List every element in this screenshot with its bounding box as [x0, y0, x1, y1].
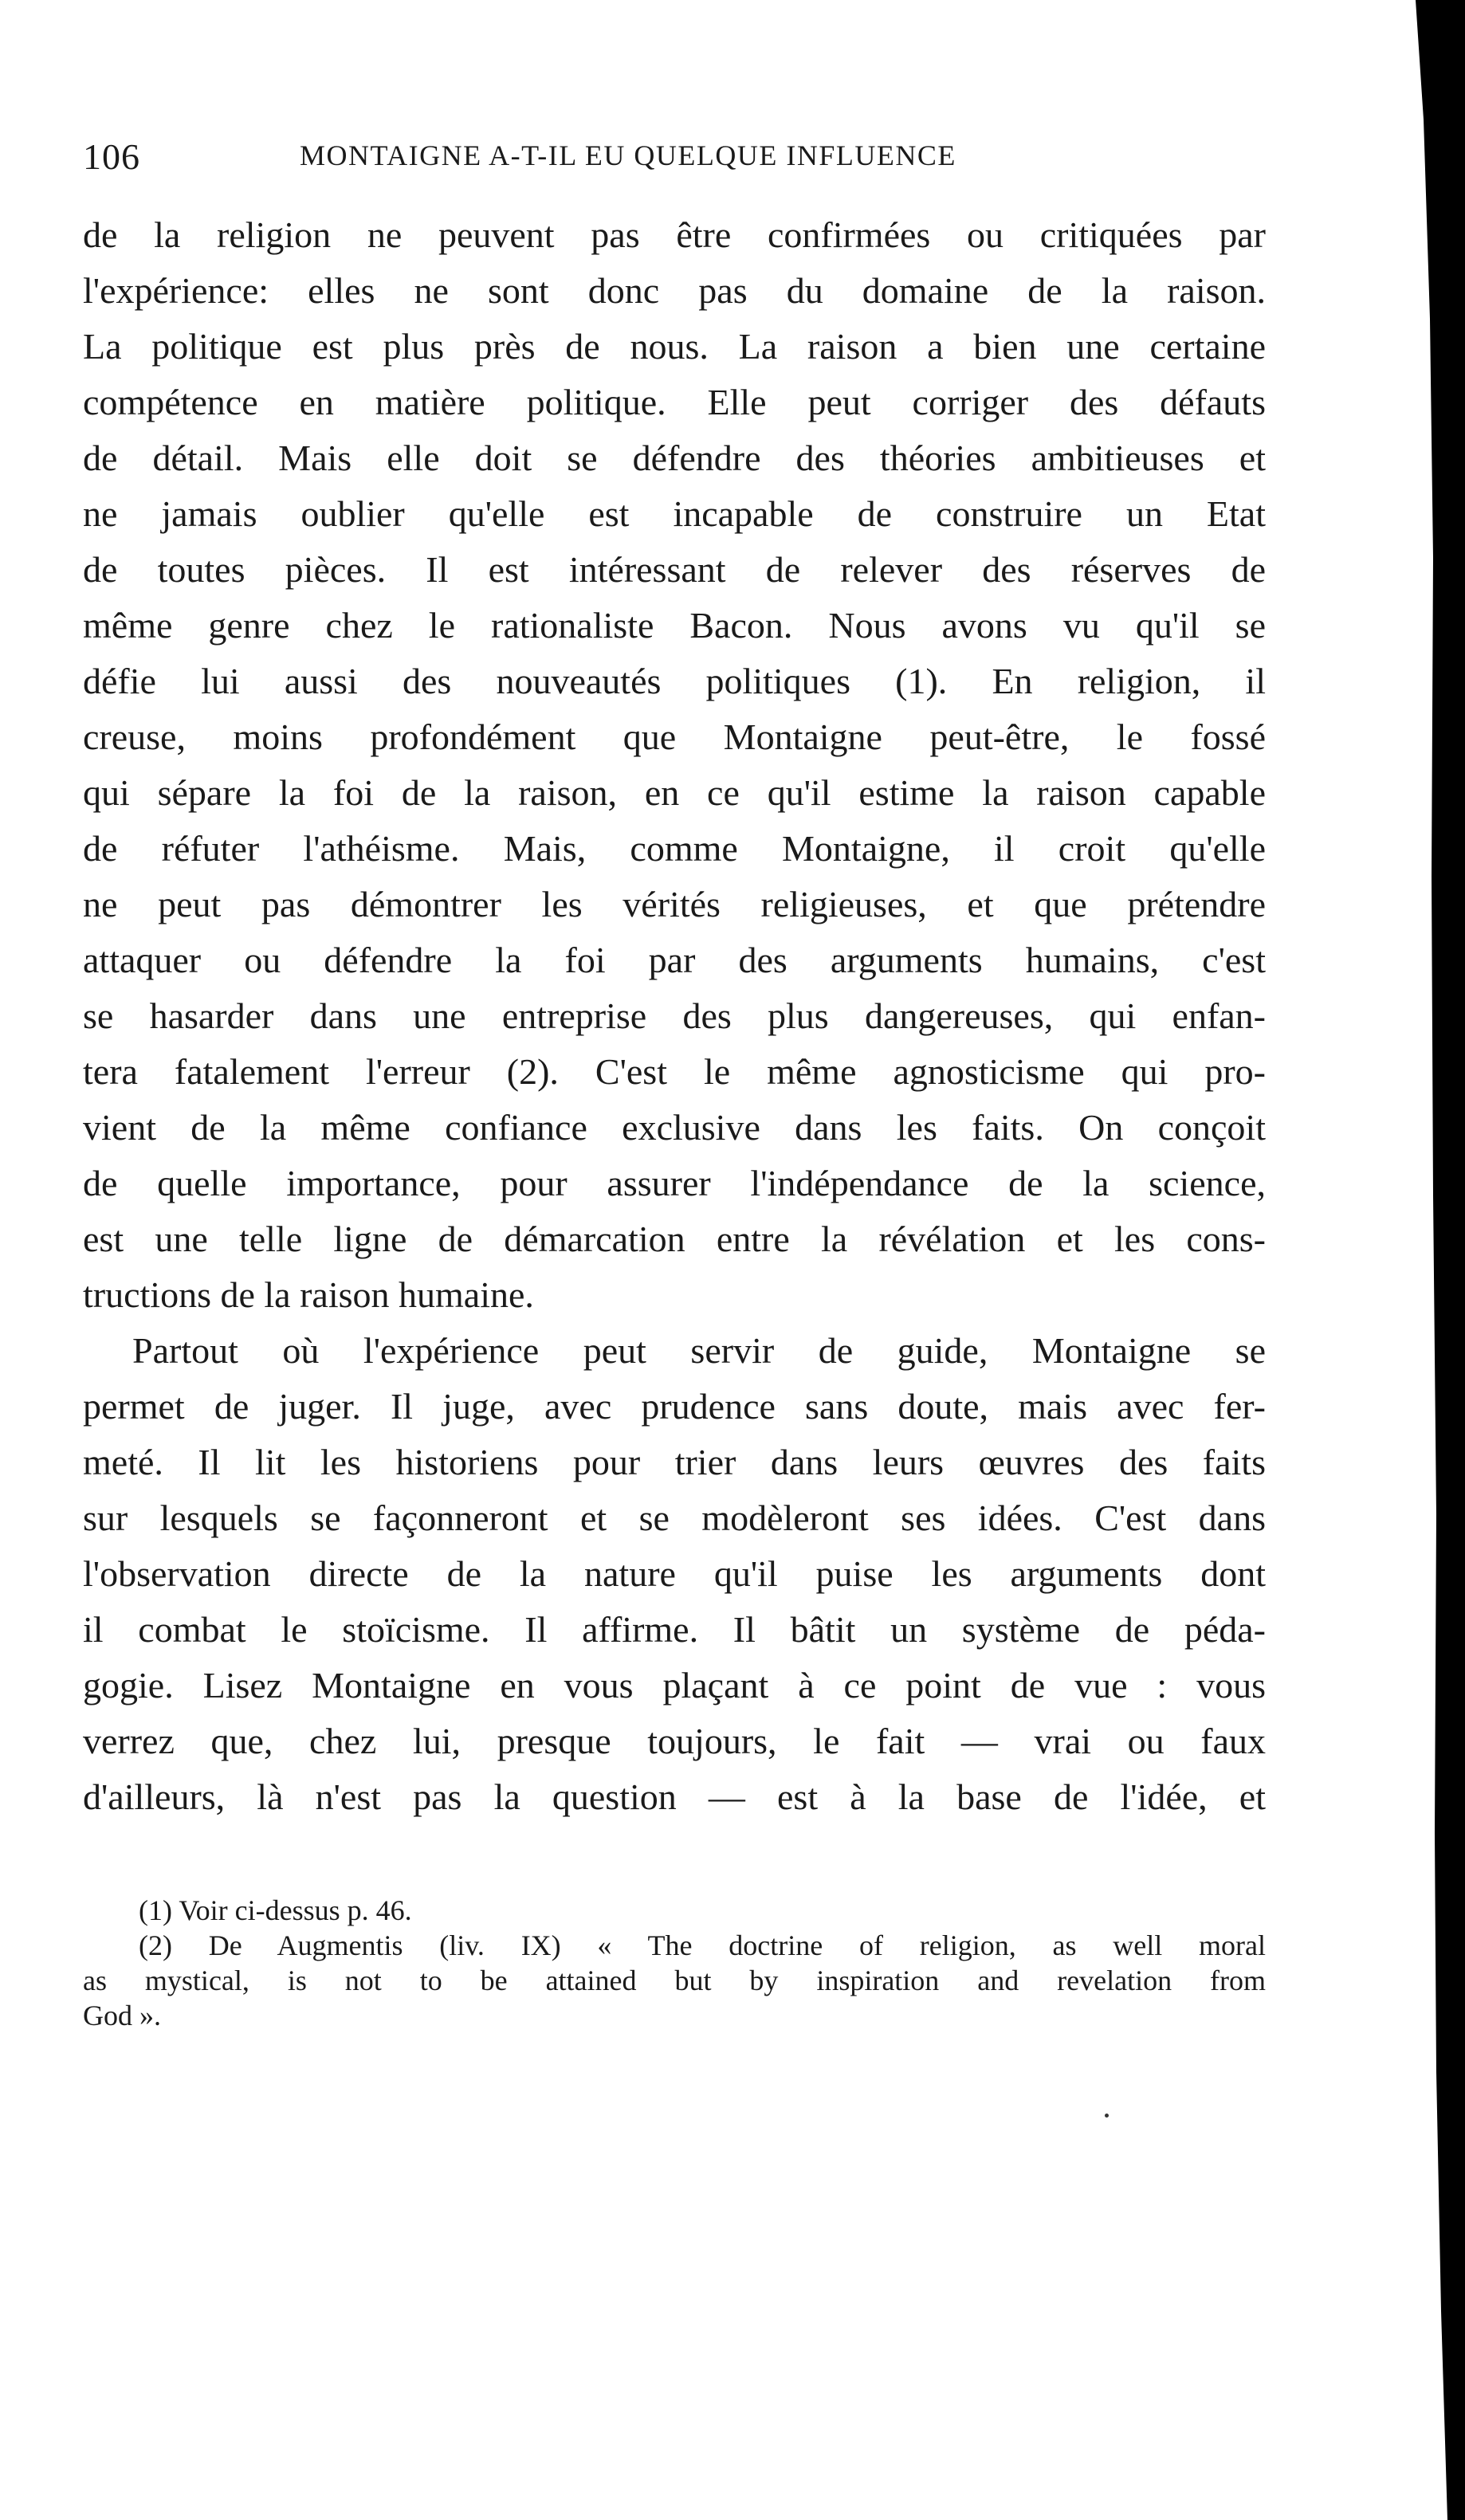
- text-line: est une telle ligne de démarcation entre la révélation et les cons-: [83, 1219, 1266, 1259]
- text-line: même genre chez le rationaliste Bacon. Nous avons vu qu'il se: [83, 605, 1266, 646]
- text-line: vient de la même confiance exclusive dans les faits. On conçoit: [83, 1107, 1266, 1148]
- footnotes: [83, 1893, 1266, 2033]
- text-line: gogie. Lisez Montaigne en vous plaçant à ce point de vue : vous: [83, 1665, 1266, 1706]
- body-text: [83, 207, 1266, 1825]
- text-line: attaquer ou défendre la foi par des arguments humains, c'est: [83, 940, 1266, 980]
- footnote-2-continuation: as mystical, is not to be attained but by inspiration and revelation from: [83, 1965, 1266, 1996]
- text-line: verrez que, chez lui, presque toujours, le fait — vrai ou faux: [83, 1721, 1266, 1761]
- text-line: défie lui aussi des nouveautés politiques (1). En religion, il: [83, 661, 1266, 701]
- text-line: ne jamais oublier qu'elle est incapable de construire un Etat: [83, 493, 1266, 534]
- text-line: compétence en matière politique. Elle peut corriger des défauts: [83, 382, 1266, 422]
- page-number: 106: [83, 136, 140, 177]
- paragraph-start-line: Partout où l'expérience peut servir de guide, Montaigne se: [132, 1330, 1266, 1371]
- scan-edge-shadow: [1392, 0, 1465, 2520]
- text-line: d'ailleurs, là n'est pas la question — est à la base de l'idée, et: [83, 1776, 1266, 1817]
- text-line: de quelle importance, pour assurer l'indépendance de la science,: [83, 1163, 1266, 1203]
- text-line: ne peut pas démontrer les vérités religieuses, et que prétendre: [83, 884, 1266, 924]
- text-line: La politique est plus près de nous. La raison a bien une certaine: [83, 326, 1266, 367]
- text-line: sur lesquels se façonneront et se modèleront ses idées. C'est dans: [83, 1497, 1266, 1538]
- scan-speck: [1105, 2114, 1109, 2118]
- text-line: de la religion ne peuvent pas être confirmées ou critiquées par: [83, 214, 1266, 255]
- text-line: de réfuter l'athéisme. Mais, comme Montaigne, il croit qu'elle: [83, 828, 1266, 869]
- running-title: MONTAIGNE A-T-IL EU QUELQUE INFLUENCE: [300, 139, 956, 171]
- text-line: tructions de la raison humaine.: [83, 1274, 534, 1315]
- text-line: de toutes pièces. Il est intéressant de relever des réserves de: [83, 549, 1266, 590]
- text-line: l'expérience: elles ne sont donc pas du domaine de la raison.: [83, 270, 1266, 311]
- text-line: de détail. Mais elle doit se défendre des théories ambitieuses et: [83, 438, 1266, 478]
- text-line: permet de juger. Il juge, avec prudence sans doute, mais avec fer-: [83, 1386, 1266, 1427]
- footnote-1: (1) Voir ci-dessus p. 46.: [139, 1894, 412, 1926]
- footnote-2: (2) De Augmentis (liv. IX) « The doctrine of religion, as well moral: [139, 1929, 1266, 1961]
- text-line: qui sépare la foi de la raison, en ce qu'il estime la raison capable: [83, 772, 1266, 813]
- text-line: creuse, moins profondément que Montaigne peut-être, le fossé: [83, 716, 1266, 757]
- text-line: meté. Il lit les historiens pour trier dans leurs œuvres des faits: [83, 1442, 1266, 1482]
- text-line: tera fatalement l'erreur (2). C'est le même agnosticisme qui pro-: [83, 1051, 1266, 1092]
- text-line: il combat le stoïcisme. Il affirme. Il bâtit un système de péda-: [83, 1609, 1266, 1650]
- text-line: l'observation directe de la nature qu'il puise les arguments dont: [83, 1553, 1266, 1594]
- footnote-2-continuation: God ».: [83, 2000, 161, 2031]
- page-header: [83, 135, 1263, 183]
- text-line: se hasarder dans une entreprise des plus dangereuses, qui enfan-: [83, 995, 1266, 1036]
